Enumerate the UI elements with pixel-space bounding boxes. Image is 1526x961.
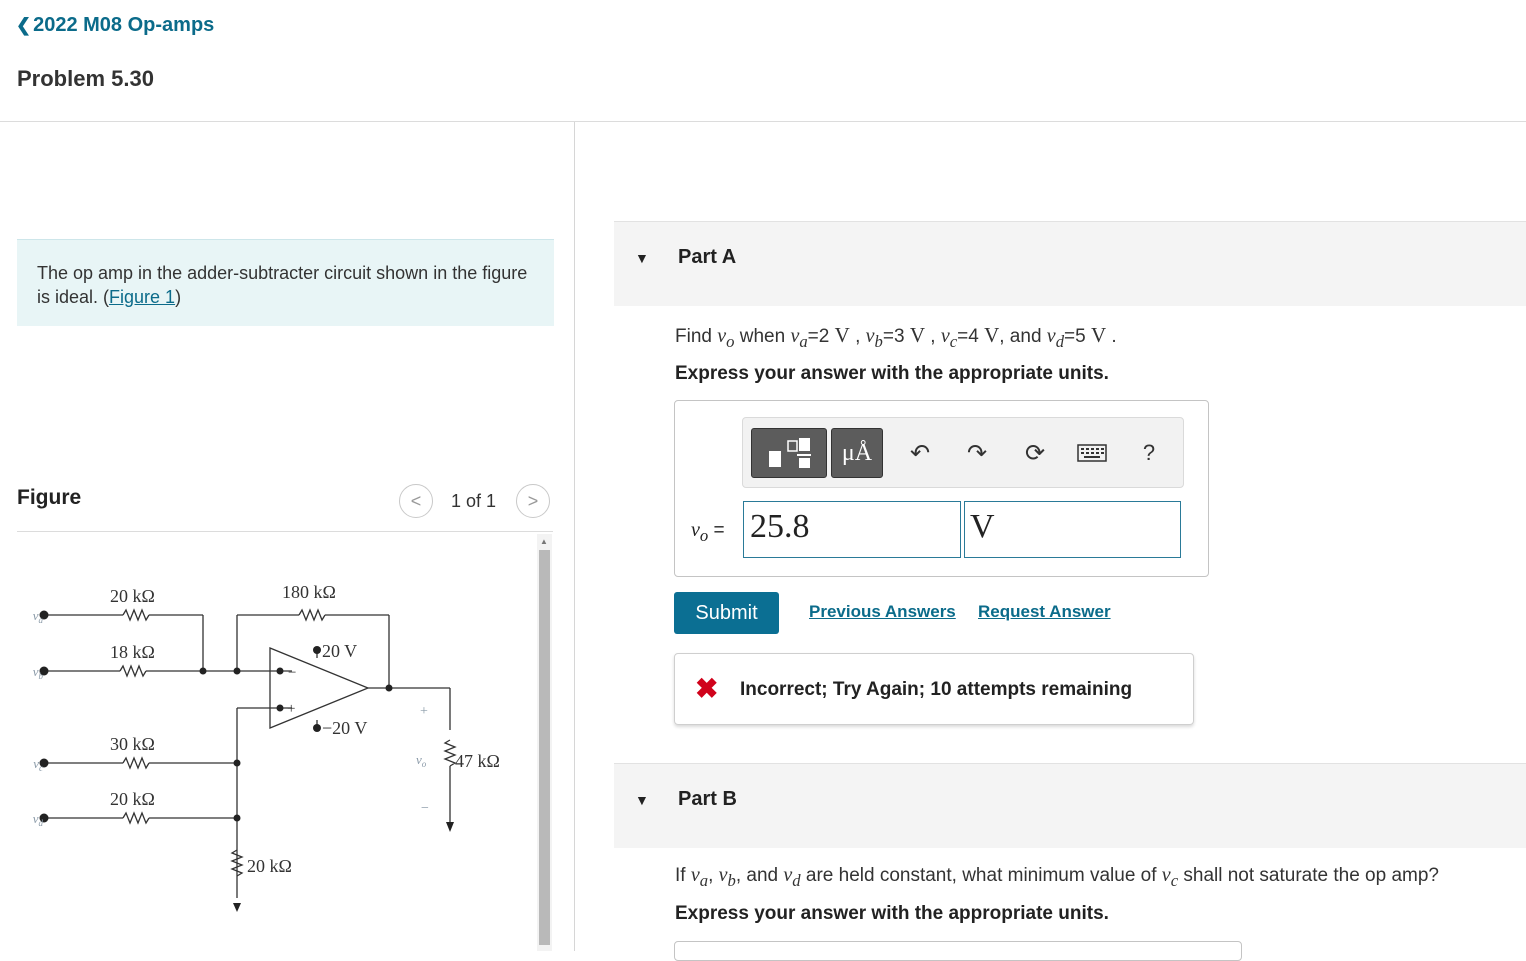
circuit-figure — [30, 560, 530, 930]
noninverting-input-mark: + — [287, 701, 296, 717]
feedback-text: Incorrect; Try Again; 10 attempts remaining — [740, 679, 1133, 700]
resistor-label-rg: 20 kΩ — [247, 856, 292, 876]
resistor-label-ra: 20 kΩ — [110, 586, 155, 606]
back-link[interactable] — [16, 14, 214, 37]
part-b-answer-box — [674, 941, 1242, 961]
part-b-question: If $v_a$, $v_b$, and $v_d$ are held constant, what minimum value of $v_c$ shall not saturate the op amp? — [675, 864, 1439, 890]
figure-pager: 1 of 1 — [451, 491, 497, 511]
column-divider — [574, 122, 575, 951]
keyboard-icon[interactable] — [1075, 436, 1109, 470]
reset-icon[interactable]: ⟳ — [1024, 439, 1046, 467]
source-label-vd: $v_d$ — [32, 811, 43, 828]
chevron-left-icon: < — [410, 490, 422, 511]
header-divider — [0, 121, 1526, 122]
part-a-instruction: Express your answer with the appropriate units. — [675, 363, 1109, 384]
previous-figure-button[interactable] — [399, 484, 433, 518]
part-a-header[interactable] — [614, 221, 1526, 306]
figure-link[interactable]: Figure 1 — [109, 287, 176, 307]
problem-statement-end: ) — [175, 287, 182, 307]
answer-unit-input[interactable]: V — [964, 501, 1181, 558]
resistor-label-rc: 30 kΩ — [110, 734, 155, 754]
math-toolbar — [742, 417, 1184, 488]
templates-icon — [759, 435, 819, 471]
answer-label: $v_o$ = — [691, 519, 725, 545]
figure-divider — [17, 531, 553, 532]
source-label-va: $v_a$ — [32, 608, 43, 625]
collapse-triangle-icon[interactable]: ▼ — [635, 792, 649, 808]
part-b-title: Part B — [678, 788, 737, 810]
output-minus-mark: − — [421, 801, 429, 816]
undo-icon[interactable]: ↶ — [909, 439, 931, 467]
inverting-input-mark: − — [288, 665, 297, 681]
submit-button[interactable]: Submit — [674, 592, 779, 634]
source-label-vb: $v_b$ — [32, 664, 43, 681]
source-label-vc: $v_c$ — [33, 756, 43, 773]
positive-rail-label: 20 V — [322, 641, 358, 661]
previous-answers-link[interactable]: Previous Answers — [809, 602, 956, 621]
problem-title: Problem 5.30 — [17, 66, 154, 91]
part-a-question: Find $v_o$ when $v_a=2$ V , $v_b=3$ V , $v_c=4$ V, and $v_d=5$ V . — [675, 323, 1117, 351]
back-link-label: 2022 M08 Op-amps — [33, 14, 215, 36]
part-a-title: Part A — [678, 246, 737, 268]
resistor-label-rd: 20 kΩ — [110, 789, 155, 809]
chevron-left-icon: ❮ — [16, 15, 32, 35]
output-plus-mark: + — [420, 704, 428, 719]
resistor-label-rf: 180 kΩ — [282, 582, 336, 602]
help-button[interactable]: ? — [1142, 440, 1156, 465]
units-button[interactable]: μÅ — [831, 428, 883, 478]
answer-value-input[interactable]: 25.8 — [743, 501, 961, 558]
scroll-up-arrow-icon[interactable]: ▲ — [540, 537, 548, 546]
next-figure-button[interactable] — [516, 484, 550, 518]
collapse-triangle-icon[interactable]: ▼ — [635, 250, 649, 266]
figure-heading: Figure — [17, 486, 82, 509]
negative-rail-label: −20 V — [322, 718, 368, 738]
resistor-label-rload: 47 kΩ — [455, 751, 500, 771]
output-voltage-label: $v_o$ — [416, 752, 427, 769]
redo-icon[interactable]: ↷ — [966, 439, 988, 467]
part-b-instruction: Express your answer with the appropriate units. — [675, 903, 1109, 924]
problem-statement-text: The op amp in the adder-subtracter circuit shown in the figure is ideal. ( — [37, 263, 528, 307]
problem-statement — [17, 239, 554, 326]
part-b-header[interactable] — [614, 763, 1526, 848]
resistor-label-rb: 18 kΩ — [110, 642, 155, 662]
scrollbar-thumb[interactable] — [539, 550, 550, 945]
request-answer-link[interactable]: Request Answer — [978, 602, 1111, 621]
incorrect-x-icon: ✖ — [695, 673, 719, 704]
feedback-message — [674, 653, 1194, 725]
chevron-right-icon: > — [527, 490, 539, 511]
templates-button[interactable] — [751, 428, 827, 478]
